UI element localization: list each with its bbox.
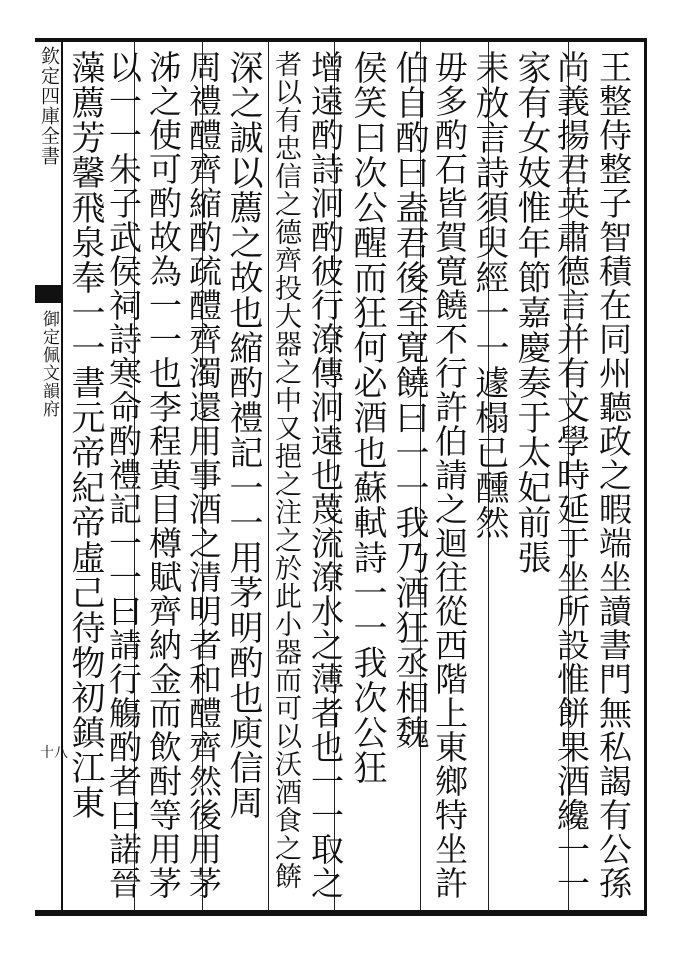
text-column-10: 深之誠以薦之故也縮酌禮記一一用茅明酌也庾信周: [223, 50, 263, 820]
text-column-9: 者以有忠信之德齊投大器之中又挹之注之於此小器而可以沃酒食之餴: [270, 50, 301, 890]
book-title: 御定佩文韻府: [39, 310, 59, 418]
margin-band: [35, 285, 63, 303]
text-column-13: 以一一朱子武侯祠詩寒命酌禮記一一曰請行觴酌者曰諾晉: [104, 50, 143, 900]
text-column-12: 泲之使可酌故為一一也李程黄目樽賦齊納金而飲酎等用茅: [144, 50, 183, 900]
page-number: 十八: [40, 745, 68, 761]
text-column-3: 家有女妓惟年節嘉慶奏于太妃前張: [511, 50, 551, 575]
text-column-7: 侯笑曰次公醒而狂何必酒也蘇軾詩一一我次公狂: [347, 50, 387, 785]
margin-rule: [35, 38, 63, 916]
text-column-5: 毋多酌石皆賀寛饒不行許伯請之迴往從西階上東鄉特坐許: [430, 50, 469, 900]
series-title: 欽定四庫全書: [38, 46, 60, 166]
text-column-4: 耒放言詩須臾經一一遽榻已醺然: [469, 50, 509, 540]
text-column-14: 藻薦芳馨飛泉奉一一書元帝紀帝虛己待物初鎮江東: [65, 50, 105, 820]
text-column-11: 周禮醴齊縮酌疏醴齊濁還用事酒之清明者和醴齊然後用茅: [184, 50, 223, 900]
text-column-2: 尚義揚君英肅德言并有文學時延于坐所設惟餅果酒纔一一: [552, 50, 591, 900]
text-column-6: 伯自酌曰盍君後至寛饒曰一一我乃酒狂丞相魏: [389, 50, 429, 750]
text-column-1: 王整侍整子智積在同州聽政之暇端坐讀書門無私謁有公孫: [594, 50, 633, 900]
text-column-8: 增遠酌詩泂酌彼行潦傳泂遠也蔑流潦水之薄者也一一取之: [306, 50, 345, 900]
